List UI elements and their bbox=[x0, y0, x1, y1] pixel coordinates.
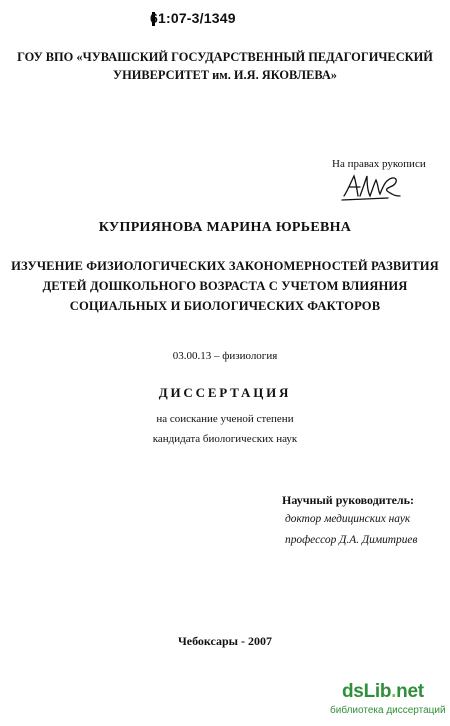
advisor-degree: доктор медицинских наук bbox=[285, 513, 411, 525]
organization bbox=[0, 48, 450, 84]
city-year: Чебоксары - 2007 bbox=[177, 634, 273, 648]
document-type: ДИССЕРТАЦИЯ bbox=[158, 385, 292, 400]
degree-line-2: кандидата биологических наук bbox=[152, 433, 298, 445]
manuscript-rights: На правах рукописи bbox=[332, 158, 426, 170]
degree-info bbox=[0, 409, 450, 449]
archive-stamp: 61:07-3/1349 bbox=[150, 10, 236, 26]
degree-line-1: на соискание ученой степени bbox=[156, 413, 294, 425]
advisor-label: Научный руководитель: bbox=[282, 493, 414, 507]
signature-image bbox=[340, 170, 402, 202]
watermark-logo-left: dsLib bbox=[342, 681, 392, 702]
watermark-logo-right: net bbox=[396, 681, 424, 702]
watermark-logo[interactable] bbox=[342, 681, 424, 703]
organization-line-1: ГОУ ВПО «ЧУВАШСКИЙ ГОСУДАРСТВЕННЫЙ ПЕДАГОГИЧЕСКИЙ bbox=[17, 50, 433, 64]
title-line-3: СОЦИАЛЬНЫХ И БИОЛОГИЧЕСКИХ ФАКТОРОВ bbox=[69, 299, 381, 313]
specialty-code: 03.00.13 – физиология bbox=[172, 350, 278, 362]
dissertation-title bbox=[0, 256, 450, 316]
watermark-subtitle: библиотека диссертаций bbox=[330, 705, 446, 716]
author-name: КУПРИЯНОВА МАРИНА ЮРЬЕВНА bbox=[98, 220, 352, 235]
title-line-2: ДЕТЕЙ ДОШКОЛЬНОГО ВОЗРАСТА С УЧЕТОМ ВЛИЯНИЯ bbox=[42, 279, 408, 293]
watermark-logo-dot: . bbox=[391, 681, 397, 702]
advisor-name: профессор Д.А. Димитриев bbox=[285, 534, 418, 546]
organization-line-2: УНИВЕРСИТЕТ им. И.Я. ЯКОВЛЕВА» bbox=[113, 68, 337, 82]
title-line-1: ИЗУЧЕНИЕ ФИЗИОЛОГИЧЕСКИХ ЗАКОНОМЕРНОСТЕЙ РАЗВИТИЯ bbox=[11, 259, 439, 273]
